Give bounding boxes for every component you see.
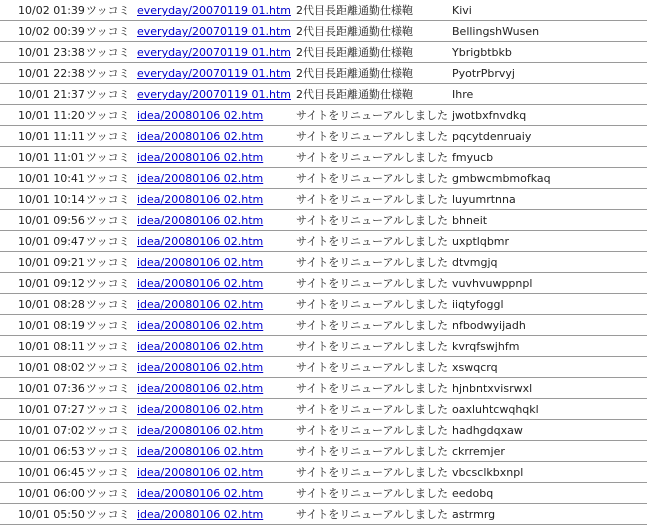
row-type: ツッコミ bbox=[86, 193, 130, 206]
row-type: ツッコミ bbox=[86, 361, 130, 374]
row-commenter: vuvhvuwppnpl bbox=[452, 277, 533, 290]
row-commenter: gmbwcmbmofkaq bbox=[452, 172, 551, 185]
row-type: ツッコミ bbox=[86, 466, 130, 479]
row-title: サイトをリニューアルしました bbox=[296, 298, 449, 311]
row-type: ツッコミ bbox=[86, 88, 130, 101]
row-commenter: vbcsclkbxnpl bbox=[452, 466, 524, 479]
row-link[interactable]: idea/20080106 02.htm bbox=[137, 382, 264, 395]
row-type: ツッコミ bbox=[86, 4, 130, 17]
row-commenter: xswqcrq bbox=[452, 361, 498, 374]
row-title: サイトをリニューアルしました bbox=[296, 193, 449, 206]
table-row bbox=[0, 63, 647, 84]
row-title: サイトをリニューアルしました bbox=[296, 214, 449, 227]
row-title: サイトをリニューアルしました bbox=[296, 340, 449, 353]
row-type: ツッコミ bbox=[86, 109, 130, 122]
row-link[interactable]: everyday/20070119 01.htm bbox=[137, 25, 291, 38]
row-type: ツッコミ bbox=[86, 130, 130, 143]
table-row bbox=[0, 210, 647, 231]
row-link[interactable]: everyday/20070119 01.htm bbox=[137, 88, 291, 101]
table-row bbox=[0, 315, 647, 336]
row-type: ツッコミ bbox=[86, 298, 130, 311]
row-title: サイトをリニューアルしました bbox=[296, 130, 449, 143]
row-commenter: ckrremjer bbox=[452, 445, 505, 458]
row-commenter: bhneit bbox=[452, 214, 488, 227]
row-type: ツッコミ bbox=[86, 256, 130, 269]
row-title: サイトをリニューアルしました bbox=[296, 382, 449, 395]
row-link[interactable]: idea/20080106 02.htm bbox=[137, 424, 264, 437]
row-link[interactable]: idea/20080106 02.htm bbox=[137, 256, 264, 269]
row-title: サイトをリニューアルしました bbox=[296, 109, 449, 122]
table-row bbox=[0, 399, 647, 420]
row-link[interactable]: idea/20080106 02.htm bbox=[137, 298, 264, 311]
row-commenter: PyotrPbrvyj bbox=[452, 67, 515, 80]
table-row bbox=[0, 231, 647, 252]
row-commenter: dtvmgjq bbox=[452, 256, 498, 269]
row-title: サイトをリニューアルしました bbox=[296, 424, 449, 437]
row-title: サイトをリニューアルしました bbox=[296, 361, 449, 374]
row-commenter: kvrqfswjhfm bbox=[452, 340, 520, 353]
row-type: ツッコミ bbox=[86, 46, 130, 59]
row-date: 10/01 05:50 bbox=[18, 508, 85, 521]
row-commenter: oaxluhtcwqhqkl bbox=[452, 403, 539, 416]
table-row bbox=[0, 273, 647, 294]
row-date: 10/01 11:01 bbox=[18, 151, 85, 164]
row-link[interactable]: idea/20080106 02.htm bbox=[137, 340, 264, 353]
row-commenter: nfbodwyijadh bbox=[452, 319, 526, 332]
row-link[interactable]: idea/20080106 02.htm bbox=[137, 193, 264, 206]
row-title: サイトをリニューアルしました bbox=[296, 319, 449, 332]
row-date: 10/01 21:37 bbox=[18, 88, 85, 101]
row-commenter: pqcytdenruaiy bbox=[452, 130, 532, 143]
row-date: 10/01 09:21 bbox=[18, 256, 85, 269]
row-commenter: luyumrtnna bbox=[452, 193, 516, 206]
row-link[interactable]: idea/20080106 02.htm bbox=[137, 319, 264, 332]
row-date: 10/01 23:38 bbox=[18, 46, 85, 59]
table-row bbox=[0, 105, 647, 126]
row-title: サイトをリニューアルしました bbox=[296, 466, 449, 479]
row-date: 10/01 11:11 bbox=[18, 130, 85, 143]
row-type: ツッコミ bbox=[86, 214, 130, 227]
row-link[interactable]: everyday/20070119 01.htm bbox=[137, 46, 291, 59]
row-date: 10/01 11:20 bbox=[18, 109, 85, 122]
row-link[interactable]: idea/20080106 02.htm bbox=[137, 466, 264, 479]
row-link[interactable]: idea/20080106 02.htm bbox=[137, 361, 264, 374]
table-row bbox=[0, 441, 647, 462]
row-link[interactable]: idea/20080106 02.htm bbox=[137, 214, 264, 227]
table-row bbox=[0, 189, 647, 210]
row-link[interactable]: idea/20080106 02.htm bbox=[137, 109, 264, 122]
row-date: 10/01 08:19 bbox=[18, 319, 85, 332]
row-title: 2代目長距離通勤仕様鞄 bbox=[296, 25, 413, 38]
row-commenter: fmyucb bbox=[452, 151, 494, 164]
table-row bbox=[0, 126, 647, 147]
table-row bbox=[0, 462, 647, 483]
row-title: サイトをリニューアルしました bbox=[296, 487, 449, 500]
row-title: 2代目長距離通勤仕様鞄 bbox=[296, 46, 413, 59]
row-link[interactable]: idea/20080106 02.htm bbox=[137, 172, 264, 185]
row-link[interactable]: everyday/20070119 01.htm bbox=[137, 4, 291, 17]
table-row bbox=[0, 357, 647, 378]
row-type: ツッコミ bbox=[86, 172, 130, 185]
row-commenter: BellingshWusen bbox=[452, 25, 540, 38]
table-row bbox=[0, 378, 647, 399]
row-type: ツッコミ bbox=[86, 424, 130, 437]
row-date: 10/01 06:53 bbox=[18, 445, 85, 458]
row-commenter: iiqtyfoggl bbox=[452, 298, 504, 311]
row-commenter: Ihre bbox=[452, 88, 474, 101]
row-date: 10/01 07:27 bbox=[18, 403, 85, 416]
table-row bbox=[0, 147, 647, 168]
table-row bbox=[0, 21, 647, 42]
row-title: サイトをリニューアルしました bbox=[296, 508, 449, 521]
row-type: ツッコミ bbox=[86, 151, 130, 164]
row-title: サイトをリニューアルしました bbox=[296, 172, 449, 185]
row-title: サイトをリニューアルしました bbox=[296, 403, 449, 416]
row-type: ツッコミ bbox=[86, 382, 130, 395]
row-type: ツッコミ bbox=[86, 508, 130, 521]
row-title: サイトをリニューアルしました bbox=[296, 151, 449, 164]
table-row bbox=[0, 294, 647, 315]
row-date: 10/02 01:39 bbox=[18, 4, 85, 17]
row-type: ツッコミ bbox=[86, 445, 130, 458]
row-type: ツッコミ bbox=[86, 340, 130, 353]
row-date: 10/01 08:11 bbox=[18, 340, 85, 353]
row-link[interactable]: idea/20080106 02.htm bbox=[137, 130, 264, 143]
row-date: 10/01 08:02 bbox=[18, 361, 85, 374]
row-date: 10/01 10:41 bbox=[18, 172, 85, 185]
row-title: 2代目長距離通勤仕様鞄 bbox=[296, 67, 413, 80]
row-link[interactable]: everyday/20070119 01.htm bbox=[137, 67, 291, 80]
row-type: ツッコミ bbox=[86, 319, 130, 332]
row-type: ツッコミ bbox=[86, 403, 130, 416]
row-date: 10/01 09:12 bbox=[18, 277, 85, 290]
table-row bbox=[0, 42, 647, 63]
row-commenter: Kivi bbox=[452, 4, 472, 17]
row-title: サイトをリニューアルしました bbox=[296, 277, 449, 290]
row-commenter: Ybrigbtbkb bbox=[452, 46, 512, 59]
row-link[interactable]: idea/20080106 02.htm bbox=[137, 403, 264, 416]
row-date: 10/01 07:02 bbox=[18, 424, 85, 437]
table-row bbox=[0, 168, 647, 189]
row-commenter: hadhgdqxaw bbox=[452, 424, 523, 437]
table-row bbox=[0, 84, 647, 105]
row-link[interactable]: idea/20080106 02.htm bbox=[137, 508, 264, 521]
row-title: サイトをリニューアルしました bbox=[296, 235, 449, 248]
row-date: 10/01 10:14 bbox=[18, 193, 85, 206]
row-link[interactable]: idea/20080106 02.htm bbox=[137, 445, 264, 458]
row-date: 10/01 09:47 bbox=[18, 235, 85, 248]
row-link[interactable]: idea/20080106 02.htm bbox=[137, 487, 264, 500]
table-row bbox=[0, 336, 647, 357]
row-type: ツッコミ bbox=[86, 235, 130, 248]
row-link[interactable]: idea/20080106 02.htm bbox=[137, 151, 264, 164]
row-commenter: eedobq bbox=[452, 487, 494, 500]
row-date: 10/01 09:56 bbox=[18, 214, 85, 227]
row-type: ツッコミ bbox=[86, 67, 130, 80]
row-title: サイトをリニューアルしました bbox=[296, 256, 449, 269]
row-link[interactable]: idea/20080106 02.htm bbox=[137, 277, 264, 290]
table-row bbox=[0, 252, 647, 273]
row-link[interactable]: idea/20080106 02.htm bbox=[137, 235, 264, 248]
row-commenter: uxptlqbmr bbox=[452, 235, 510, 248]
row-date: 10/01 06:45 bbox=[18, 466, 85, 479]
row-commenter: hjnbntxvisrwxl bbox=[452, 382, 533, 395]
row-date: 10/01 08:28 bbox=[18, 298, 85, 311]
row-date: 10/01 06:00 bbox=[18, 487, 85, 500]
row-type: ツッコミ bbox=[86, 487, 130, 500]
table-row bbox=[0, 504, 647, 525]
table-row bbox=[0, 420, 647, 441]
row-date: 10/01 22:38 bbox=[18, 67, 85, 80]
row-commenter: astrmrg bbox=[452, 508, 496, 521]
row-date: 10/02 00:39 bbox=[18, 25, 85, 38]
row-date: 10/01 07:36 bbox=[18, 382, 85, 395]
row-title: サイトをリニューアルしました bbox=[296, 445, 449, 458]
table-row bbox=[0, 483, 647, 504]
row-title: 2代目長距離通勤仕様鞄 bbox=[296, 4, 413, 17]
table-row bbox=[0, 0, 647, 21]
row-title: 2代目長距離通勤仕様鞄 bbox=[296, 88, 413, 101]
row-type: ツッコミ bbox=[86, 277, 130, 290]
row-type: ツッコミ bbox=[86, 25, 130, 38]
row-commenter: jwotbxfnvdkq bbox=[452, 109, 527, 122]
